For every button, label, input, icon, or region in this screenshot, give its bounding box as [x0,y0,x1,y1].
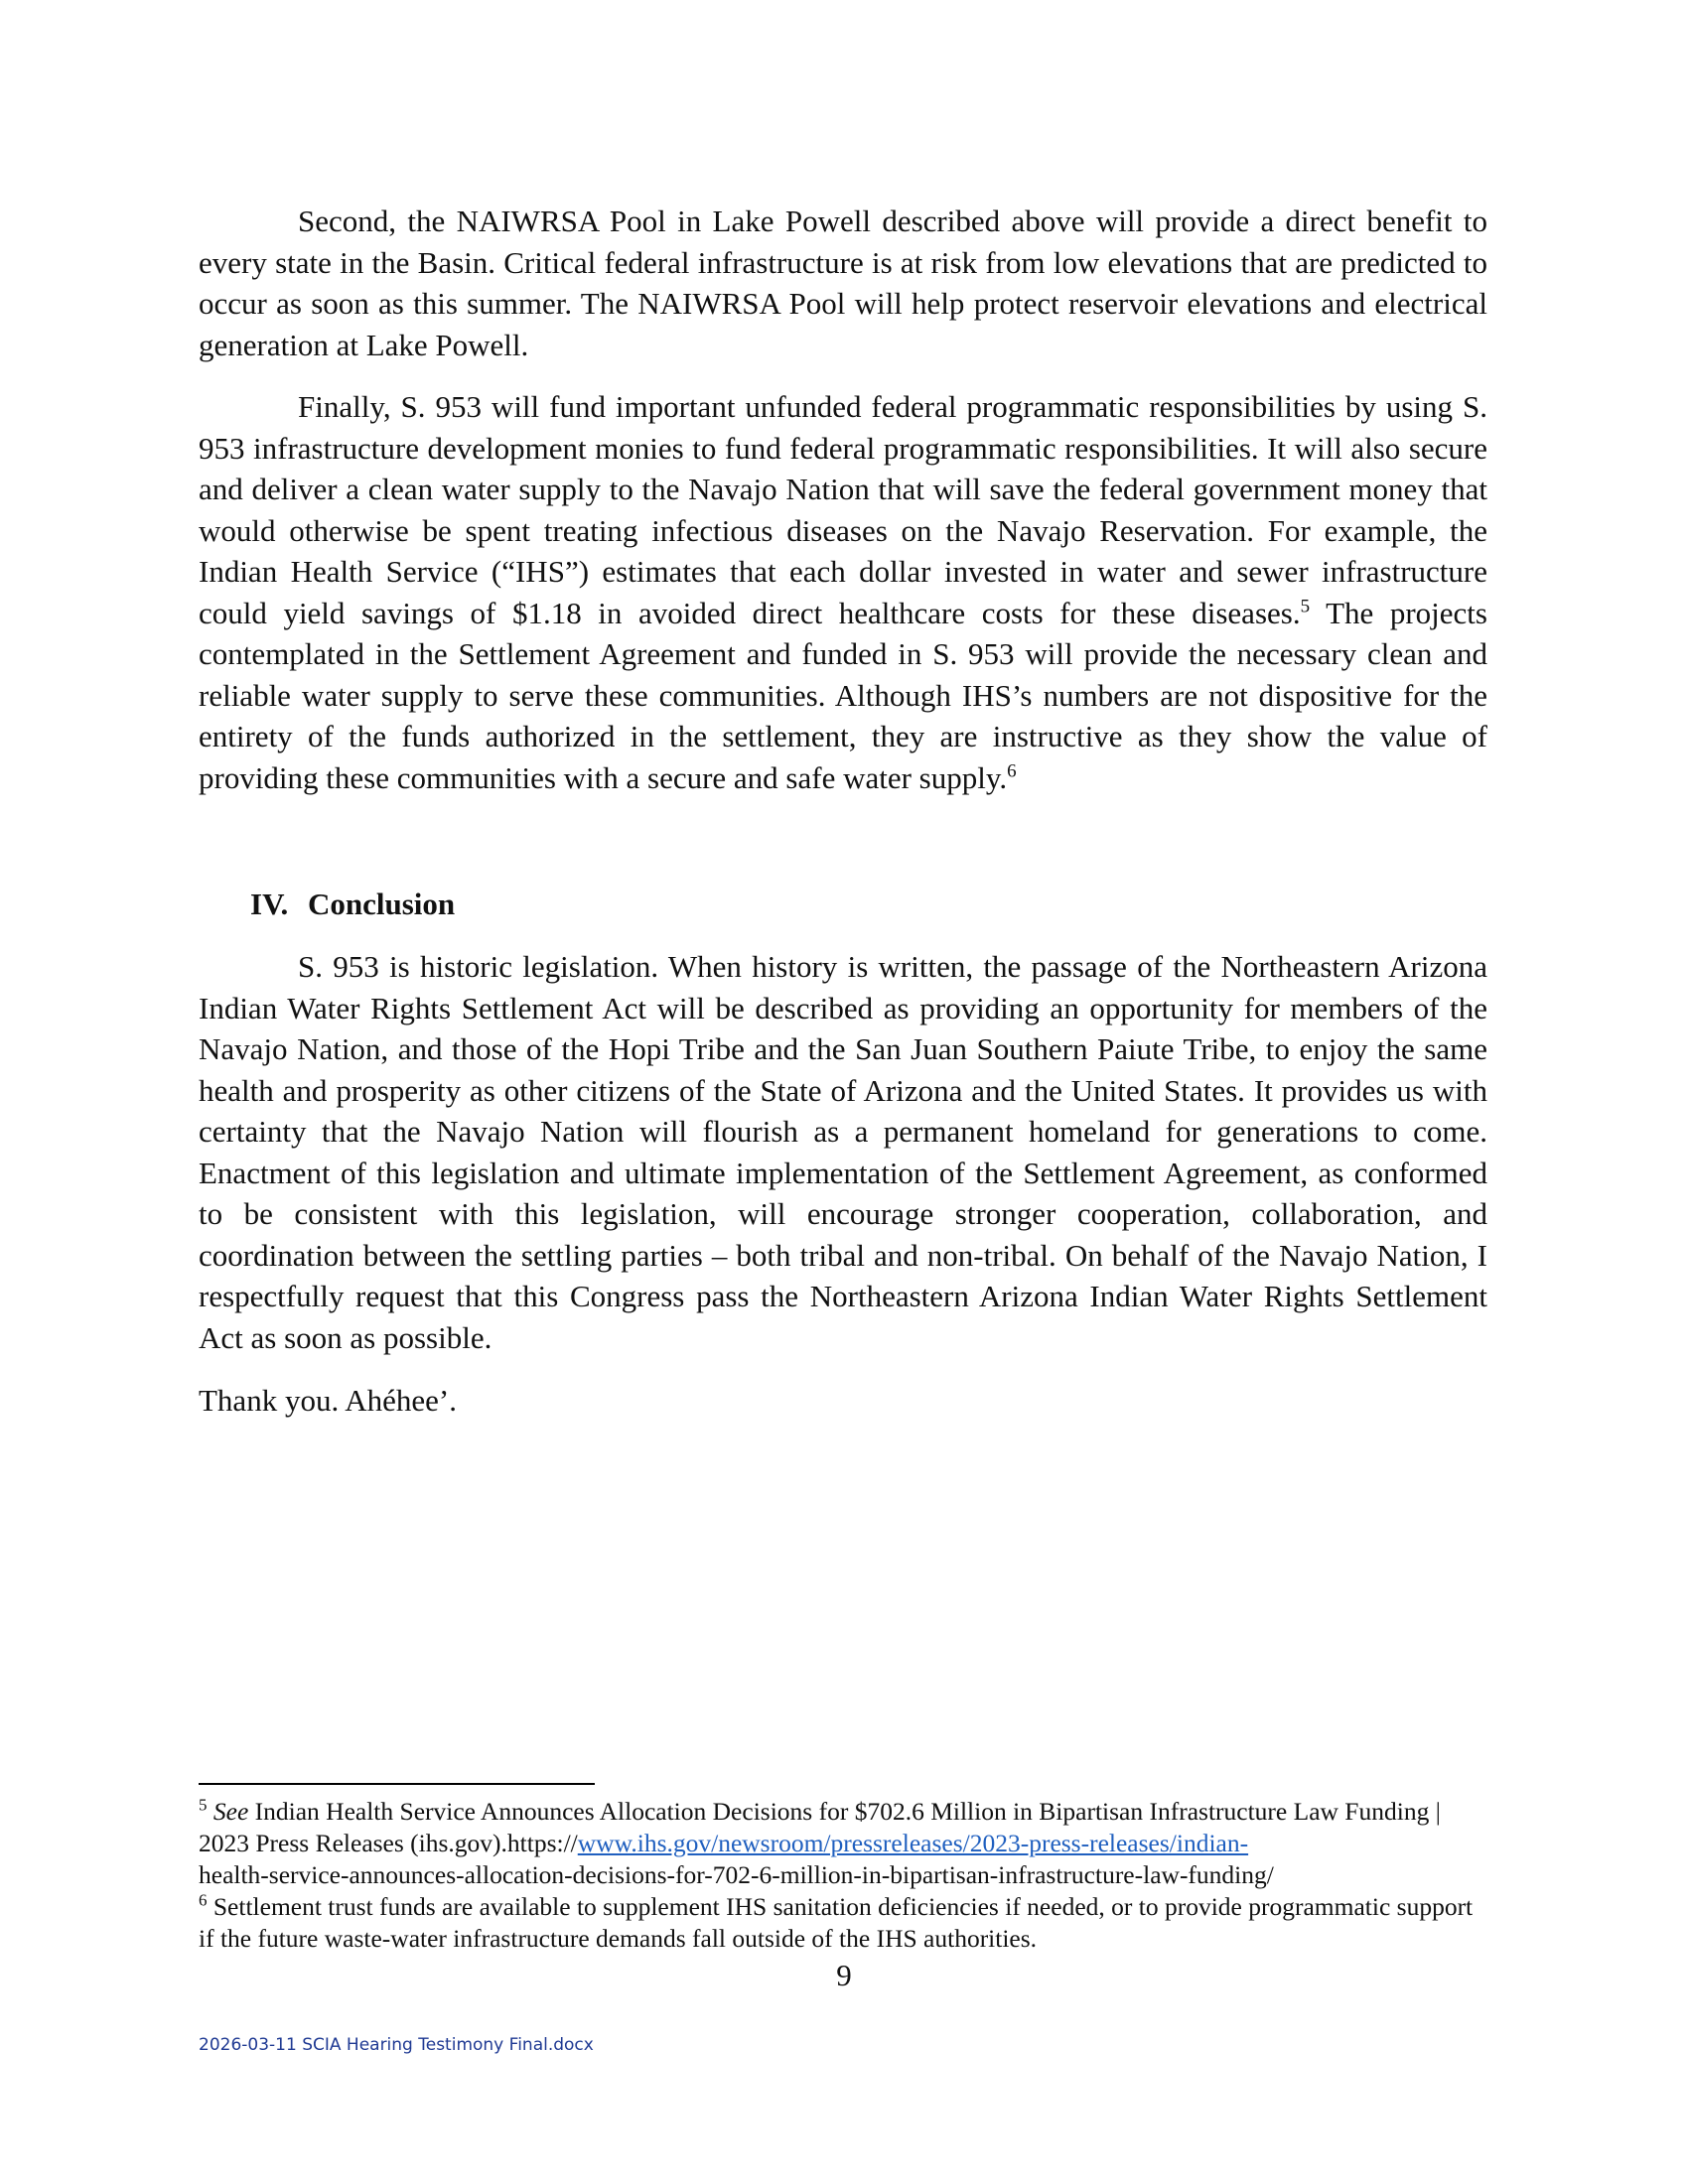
footnote-link[interactable]: www.ihs.gov/newsroom/pressreleases/2023-press-releases/indian- [577,1829,1249,1857]
section-number: IV. [250,887,289,921]
page-number: 9 [836,1958,852,1992]
paragraph-conclusion [199,946,1487,1358]
footnote-text: Settlement trust funds are available to supplement IHS sanitation deficiencies if needed, or to provide programmatic support if the future waste-water infrastructure demands fall outside of the IHS authorities. [199,1892,1474,1953]
footnote-6 [199,1891,1489,1955]
paragraph-text: S. 953 is historic legislation. When history is written, the passage of the Northeastern Arizona Indian Water Rights Settlement Act will be described as providing an opportunity for members of the Navajo Nation, and those of the Hopi Tribe and the San Juan Southern Paiute Tribe, to enjoy the same health and prosperity as other citizens of the State of Arizona and the United States. It provides us with certainty that the Navajo Nation will flourish as a permanent homeland for generations to come. Enactment of this legislation and ultimate implementation of the Settlement Agreement, as conformed to be consistent with this legislation, will encourage stronger cooperation, collaboration, and coordination between the settling parties – both tribal and non-tribal. On behalf of the Navajo Nation, I respectfully request that this Congress pass the Northeastern Arizona Indian Water Rights Settlement Act as soon as possible. [199,949,1487,1355]
footnote-ref-6[interactable]: 6 [1007,760,1017,782]
footnotes [199,1796,1489,1955]
paragraph-federal-responsibilities [199,386,1487,798]
paragraph-text: Finally, S. 953 will fund important unfunded federal programmatic responsibilities by using S. 953 infrastructure development monies to fund federal programmatic responsibilities. It will also secure and deliver a clean water supply to the Navajo Nation that will save the federal government money that would otherwise be spent treating infectious diseases on the Navajo Reservation. For example, the Indian Health Service (“IHS”) estimates that each dollar invested in water and sewer infrastructure could yield savings of $1.18 in avoided direct healthcare costs for these diseases. [199,389,1487,630]
footnote-ref-5[interactable]: 5 [1300,596,1311,617]
paragraph-text: Second, the NAIWRSA Pool in Lake Powell described above will provide a direct benefit to every state in the Basin. Critical federal infrastructure is at risk from low elevations that are predicted to occur as soon as this summer. The NAIWRSA Pool will help protect reservoir elevations and electrical generation at Lake Powell. [199,204,1487,362]
section-title: Conclusion [308,887,456,921]
footnote-text: Indian Health Service Announces Allocation Decisions for $702.6 Million in Bipartisan Infrastructure Law Funding | 2023 Press Releases (ihs.gov).https:// [199,1797,1441,1857]
paragraph-text: The projects contemplated in the Settlement Agreement and funded in S. 953 will provide the necessary clean and reliable water supply to serve these communities. Although IHS’s numbers are not dispositive for the entirety of the funds authorized in the settlement, they are instructive as they show the value of providing these communities with a secure and safe water supply. [199,595,1487,795]
document-footer: 2026-03-11 SCIA Hearing Testimony Final.docx [199,2035,594,2055]
footnote-marker: 6 [199,1890,208,1910]
footnote-separator [199,1783,595,1785]
footnote-5 [199,1796,1489,1891]
footnote-see: See [212,1797,249,1826]
footnote-marker: 5 [199,1795,208,1815]
section-heading-conclusion [250,884,1487,924]
closing-thanks: Thank you. Ahéhee’. [199,1383,457,1418]
paragraph-naiwrsa-pool [199,201,1487,365]
document-body [199,201,1487,1421]
footnote-text-tail: health-service-announces-allocation-decisions-for-702-6-million-in-bipartisan-infrastructure-law-funding/ [199,1860,1274,1889]
